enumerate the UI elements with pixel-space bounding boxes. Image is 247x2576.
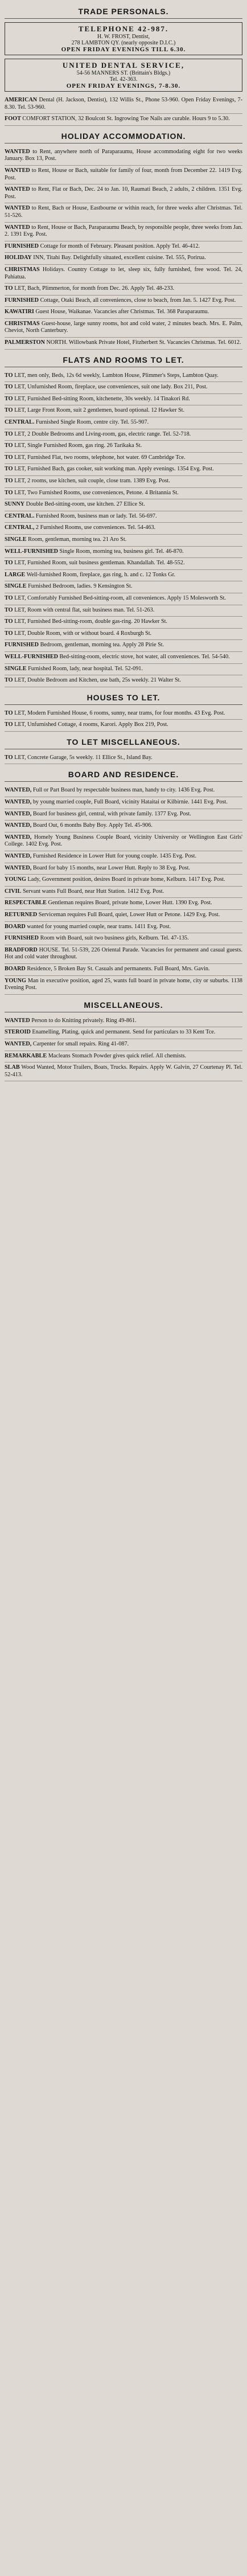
- ad-body: LET, 2 Double Bedrooms and Living-room, gas, electric range. Tel. 52-718.: [14, 430, 191, 437]
- classified-ad: [5, 476, 242, 488]
- classified-ad: [5, 523, 242, 535]
- classified-ad: [5, 797, 242, 809]
- ad-lead-word: TO: [5, 384, 13, 391]
- ad-lead-word: SUNNY: [5, 501, 25, 508]
- ad-lead-word: SLAB: [5, 1064, 20, 1071]
- ad-lead-word: WANTED,: [5, 864, 32, 871]
- ad-body: Lady, Government position, desires Board in private home, Kelburn. 1417 Evg. Post.: [27, 876, 225, 883]
- section: [5, 999, 242, 1082]
- classified-ad: [5, 753, 242, 765]
- ad-body: Carpenter for small repairs. Ring 41-087.: [32, 1040, 129, 1047]
- classified-ad: [5, 863, 242, 875]
- ad-body: Residence, 5 Broken Bay St. Casuals and permanents. Full Board, Mrs. Gavin.: [27, 965, 210, 972]
- ad-body: LET, Modern Furnished House, 6 rooms, sunny, near trams, for four months. 43 Evg. Post.: [14, 709, 225, 716]
- section: [5, 736, 242, 765]
- ad-lead-word: WANTED: [5, 1017, 30, 1024]
- ad-lead-word: WANTED,: [5, 810, 32, 817]
- classified-ad: [5, 488, 242, 500]
- ad-lead-word: PALMERSTON: [5, 339, 45, 346]
- classified-ad: [5, 184, 242, 203]
- ad-body: 2 Furnished Rooms, use conveniences. Tel. 54-463.: [35, 524, 156, 531]
- classified-ad: [5, 1039, 242, 1051]
- ad-lead-word: WANTED,: [5, 1040, 32, 1047]
- classified-ad: [5, 675, 242, 687]
- ad-body: LET, men only, Beds, 12s 6d weekly, Lambton House, Plimmer's Steps, Lambton Quay.: [14, 372, 219, 379]
- ad-lead-word: BOARD: [5, 965, 26, 972]
- classified-ad: [5, 933, 242, 945]
- classified-ad: [5, 851, 242, 863]
- ad-lead-word: TO: [5, 677, 13, 684]
- ad-body: Furnished Residence in Lower Hutt for young couple. 1435 Evg. Post.: [32, 853, 197, 860]
- classified-ad: [5, 640, 242, 652]
- classified-ad: [5, 296, 242, 307]
- ad-lead-word: TO: [5, 466, 13, 473]
- advertisement-line: OPEN FRIDAY EVENINGS TILL 6.30.: [61, 46, 186, 53]
- ad-body: LET, Double Bedroom and Kitchen, use bath, 25s weekly. 21 Walter St.: [14, 677, 182, 684]
- ad-body: LET, 2 rooms, use kitchen, suit couple, close tram. 1389 Evg. Post.: [14, 478, 170, 484]
- ad-body: to Rent, House or Bach, suitable for family of four, month from December 22. 1419 Evg. Post.: [5, 167, 243, 181]
- classified-ad: [5, 95, 242, 114]
- ad-lead-word: WANTED: [5, 186, 30, 193]
- ad-body: Bed-sitting-room, electric stove, hot water, all conveniences. Tel. 54-540.: [59, 653, 230, 660]
- ad-lead-word: FURNISHED: [5, 935, 39, 942]
- classified-ad: [5, 832, 242, 851]
- classified-ad: [5, 910, 242, 922]
- ad-body: Board for baby 15 months, near Lower Hutt. Reply to 38 Evg. Post.: [32, 864, 190, 871]
- classified-ad: [5, 147, 242, 166]
- ad-body: Furnished Bedroom, ladies. 9 Kensington St.: [28, 583, 133, 590]
- ad-body: Room with Board, suit two business girls, Kelburn. Tel. 47-135.: [40, 935, 189, 942]
- ad-lead-word: YOUNG: [5, 876, 26, 883]
- ad-body: LET, Furnished Bach, gas cooker, suit working man. Apply evenings. 1354 Evg. Post.: [14, 466, 214, 473]
- ad-lead-word: WANTED,: [5, 787, 32, 794]
- ad-body: Bedroom, gentleman, morning tea. Apply 28 Pirie St.: [40, 642, 164, 649]
- ad-lead-word: TO: [5, 454, 13, 461]
- ad-body: Homely Young Business Couple Board, vicinity University or Wellington East Girls' College. 1402 Evg. Post.: [5, 834, 242, 848]
- classified-page: [5, 0, 242, 1081]
- ad-lead-word: TO: [5, 594, 13, 601]
- classified-ad: [5, 664, 242, 676]
- classified-ad: [5, 875, 242, 887]
- ad-lead-word: WANTED,: [5, 822, 32, 829]
- advertisement-line: OPEN FRIDAY EVENINGS, 7-8.30.: [66, 83, 181, 89]
- ad-lead-word: TO: [5, 721, 13, 728]
- ad-body: HOUSE. Tel. 51-539, 226 Oriental Parade. Vacancies for permanent and casual guests. Hot and cold water throughout.: [5, 946, 243, 961]
- ad-body: Double Bed-sitting-room, use kitchen. 27 Ellice St.: [26, 501, 145, 508]
- ad-body: to Rent, House or Bach, Paraparaumu Beach, by responsible people, three weeks from Jan. 2. 1391 Evg. Post.: [5, 224, 242, 238]
- ad-lead-word: WANTED: [5, 148, 30, 155]
- advertisement-line: 278 LAMBTON QY. (nearly opposite D.I.C.): [71, 40, 176, 46]
- section-heading: TRADE PERSONALS.: [5, 6, 242, 19]
- ad-body: INN, Titahi Bay. Delightfully situated, excellent cuisine. Tel. 555, Porirua.: [33, 255, 206, 261]
- advertisement-line: H. W. FROST, Dentist,: [97, 34, 150, 40]
- ad-lead-word: HOLIDAY: [5, 255, 32, 261]
- ad-body: Dental (H. Jackson, Dentist), 132 Willis St., Phone 53-960. Open Friday Evenings, 7-8.30. Tel. 53-960.: [5, 97, 243, 110]
- classified-ad: [5, 652, 242, 664]
- ad-lead-word: FOOT: [5, 116, 21, 122]
- classified-ad: [5, 708, 242, 720]
- advertisement-line: Tel. 42-363.: [109, 76, 138, 83]
- ad-lead-word: WANTED,: [5, 799, 32, 806]
- classified-ad: [5, 338, 242, 350]
- ad-lead-word: TO: [5, 442, 13, 449]
- classified-ad: [5, 629, 242, 641]
- classified-ad: [5, 223, 242, 241]
- classified-ad: [5, 394, 242, 406]
- classified-ad: [5, 382, 242, 394]
- ad-body: Board for business girl, central, with private family. 1377 Evg. Post.: [32, 810, 191, 817]
- ad-lead-word: CENTRAL.: [5, 512, 35, 519]
- ad-lead-word: WANTED,: [5, 853, 32, 860]
- ad-body: Wood Wanted, Motor Trailers, Boats, Trucks. Repairs. Apply W. Galvin, 27 Courtenay Pl. Tel. 52-413.: [5, 1064, 242, 1078]
- ad-body: Holidays. Country Cottage to let, sleep six, fully furnished, free wood. Tel. 24, Pahiatua.: [5, 266, 242, 280]
- ad-body: LET, Unfurnished Cottage, 4 rooms, Karori. Apply Box 219, Post.: [14, 721, 168, 728]
- classified-ad: [5, 371, 242, 383]
- ad-body: LET, Furnished Room, suit business gentleman. Khandallah. Tel. 48-552.: [14, 560, 185, 567]
- ad-lead-word: RETURNED: [5, 912, 38, 918]
- ad-body: Gentleman requires Board, private home, Lower Hutt. 1390 Evg. Post.: [48, 900, 212, 906]
- ad-body: Cottage for month of February. Pleasant position. Apply Tel. 46-412.: [40, 243, 200, 249]
- classified-ad: [5, 593, 242, 605]
- ad-body: LET, Bach, Plimmerton, for month from Dec. 26. Apply Tel. 48-233.: [14, 285, 175, 292]
- classified-ad: [5, 581, 242, 593]
- ad-body: Room, gentleman, morning tea. 21 Aro St.: [28, 536, 127, 543]
- classified-ad: [5, 898, 242, 910]
- ad-body: Servant wants Full Board, near Hutt Station. 1412 Evg. Post.: [23, 888, 164, 895]
- ad-body: Guest-house, large sunny rooms, hot and cold water, 2 minutes beach. Mrs. E. Palm, Cheviot, North Canterbury.: [5, 320, 242, 334]
- classified-ad: [5, 1016, 242, 1028]
- classified-ad: [5, 166, 242, 184]
- ad-body: wanted for young married couple, near trams. 1411 Evg. Post.: [27, 923, 171, 930]
- ad-lead-word: REMARKABLE: [5, 1052, 47, 1059]
- classified-ad: [5, 499, 242, 511]
- ad-body: LET, Double Room, with or without board. 4 Roxburgh St.: [14, 630, 152, 637]
- ad-body: Person to do Knitting privately. Ring 49-861.: [31, 1017, 137, 1024]
- section: [5, 130, 242, 350]
- ad-lead-word: WELL-FURNISHED: [5, 548, 58, 555]
- ad-lead-word: TO: [5, 372, 13, 379]
- classified-ad: [5, 417, 242, 429]
- classified-ad: [5, 1027, 242, 1039]
- ad-lead-word: SINGLE: [5, 665, 27, 672]
- classified-ad: [5, 535, 242, 547]
- ad-body: Cottage, Otaki Beach, all conveniences, close to beach, from Jan. 5. 1427 Evg. Post.: [40, 297, 236, 303]
- classified-ad: [5, 964, 242, 976]
- ad-body: LET, Two Furnished Rooms, use conveniences, Petone. 4 Britannia St.: [14, 489, 179, 496]
- classified-ad: [5, 570, 242, 582]
- ad-body: to Rent, anywhere north of Paraparaumu, House accommodating eight for two weeks January. Box 13, Post.: [5, 148, 242, 162]
- ad-lead-word: TO: [5, 407, 13, 414]
- classified-ad: [5, 547, 242, 559]
- classified-ad: [5, 307, 242, 319]
- ad-lead-word: TO: [5, 285, 13, 292]
- advertisement-line: 54-56 MANNERS ST. (Brittain's Bldgs.): [76, 70, 171, 76]
- ad-lead-word: CHRISTMAS: [5, 320, 40, 327]
- ad-lead-word: SINGLE: [5, 536, 27, 543]
- ad-lead-word: LARGE: [5, 571, 26, 578]
- classified-ad: [5, 976, 242, 995]
- ad-body: by young married couple, Full Board, vicinity Hataitai or Kilbirnie. 1441 Evg. Post.: [32, 799, 228, 806]
- ad-body: to Rent, Flat or Bach, Dec. 24 to Jan. 10, Raumati Beach, 2 adults, 2 children. 1351 Evg. Post.: [5, 186, 243, 200]
- ad-lead-word: KAWATIRI: [5, 309, 34, 315]
- ad-lead-word: CENTRAL,: [5, 524, 35, 531]
- ad-lead-word: TO: [5, 430, 13, 437]
- classified-ad: [5, 922, 242, 934]
- ad-body: LET, Unfurnished Room, fireplace, use conveniences, suit one lady. Box 211, Post.: [14, 384, 208, 391]
- ad-body: LET, Furnished Flat, two rooms, telephone, hot water. 69 Cambridge Tce.: [14, 454, 186, 461]
- section-heading: HOUSES TO LET.: [5, 692, 242, 705]
- ad-lead-word: RESPECTABLE: [5, 900, 47, 906]
- ad-body: Enamelling, Plating, quick and permanent. Send for particulars to 33 Kent Tce.: [32, 1029, 216, 1036]
- classified-ad: [5, 429, 242, 441]
- section: [5, 769, 242, 994]
- ad-lead-word: WANTED: [5, 167, 30, 174]
- section: [5, 692, 242, 732]
- ad-body: Macleans Stomach Powder gives quick relief. All chemists.: [48, 1052, 187, 1059]
- ad-lead-word: TO: [5, 618, 13, 625]
- ad-lead-word: STEROID: [5, 1029, 31, 1036]
- section-heading: TO LET MISCELLANEOUS.: [5, 736, 242, 749]
- classified-ad: [5, 405, 242, 417]
- section: [5, 6, 242, 126]
- ad-lead-word: TO: [5, 754, 13, 761]
- ad-lead-word: WELL-FURNISHED: [5, 653, 58, 660]
- ad-lead-word: TO: [5, 709, 13, 716]
- ad-lead-word: CENTRAL.: [5, 419, 35, 426]
- ad-body: to Rent, Bach or House, Eastbourne or within reach, for three weeks after Christmas. Tel. 51-526.: [5, 205, 242, 219]
- ad-body: Man in executive position, aged 25, wants full board in private home, city or suburbs. 1138 Evening Post.: [5, 977, 242, 991]
- section-heading: HOLIDAY ACCOMMODATION.: [5, 130, 242, 143]
- classified-ad: [5, 253, 242, 265]
- ad-body: Guest House, Waikanae. Vacancies after Christmas. Tel. 368 Paraparaumu.: [35, 309, 209, 315]
- ad-lead-word: TO: [5, 630, 13, 637]
- classified-ad: [5, 511, 242, 523]
- classified-ad: [5, 441, 242, 453]
- ad-lead-word: YOUNG: [5, 977, 26, 984]
- classified-ad: [5, 821, 242, 832]
- section: [5, 354, 242, 687]
- ad-lead-word: WANTED: [5, 224, 30, 231]
- ad-lead-word: TO: [5, 606, 13, 613]
- ad-body: Well-furnished Room, fireplace, gas ring, h. and c. 12 Tonks Gr.: [26, 571, 176, 578]
- advertisement-line: TELEPHONE 42-987.: [78, 24, 169, 33]
- ad-body: LET, Room with central flat, suit business man. Tel. 51-263.: [14, 606, 155, 613]
- classified-ad: [5, 265, 242, 284]
- classified-ad: [5, 319, 242, 338]
- ad-lead-word: CIVIL: [5, 888, 22, 895]
- section-heading: FLATS AND ROOMS TO LET.: [5, 354, 242, 367]
- section-heading: MISCELLANEOUS.: [5, 999, 242, 1012]
- ad-lead-word: FURNISHED: [5, 243, 39, 249]
- advertisement-line: UNITED DENTAL SERVICE,: [62, 61, 185, 69]
- ad-body: Board Out, 6 months Baby Boy. Apply Tel. 45-906.: [32, 822, 153, 829]
- ad-body: Furnished Room, lady, near hospital. Tel. 52-091.: [28, 665, 143, 672]
- classified-ad: [5, 617, 242, 629]
- classified-ad: [5, 453, 242, 465]
- display-advertisement: [5, 22, 242, 55]
- classified-ad: [5, 464, 242, 476]
- ad-lead-word: TO: [5, 395, 13, 402]
- ad-lead-word: WANTED,: [5, 834, 32, 840]
- ad-lead-word: BOARD: [5, 923, 26, 930]
- ad-body: LET, Comfortably Furnished Bed-sitting-room, all conveniences. Apply 15 Molesworth St.: [14, 594, 226, 601]
- ad-body: LET, Single Furnished Room, gas ring. 26 Tarikaka St.: [14, 442, 142, 449]
- ad-lead-word: FURNISHED: [5, 642, 39, 649]
- ad-lead-word: WANTED: [5, 205, 30, 212]
- classified-ad: [5, 945, 242, 964]
- ad-body: LET, Concrete Garage, 5s weekly. 11 Ellice St., Island Bay.: [14, 754, 153, 761]
- ad-lead-word: AMERICAN: [5, 97, 38, 103]
- classified-ad: [5, 241, 242, 253]
- classified-ad: [5, 605, 242, 617]
- ad-lead-word: BRADFORD: [5, 946, 38, 953]
- classified-ad: [5, 887, 242, 899]
- ad-body: NORTH. Willowbank Private Hotel, Fitzherbert St. Vacancies Christmas. Tel. 6012.: [46, 339, 241, 346]
- ad-body: LET, Large Front Room, suit 2 gentlemen, board optional. 12 Hawker St.: [14, 407, 185, 414]
- ad-lead-word: TO: [5, 560, 13, 567]
- classified-ad: [5, 785, 242, 797]
- classified-ad: [5, 1063, 242, 1081]
- classified-ad: [5, 203, 242, 222]
- ad-lead-word: TO: [5, 489, 13, 496]
- classified-ad: [5, 809, 242, 821]
- classified-ad: [5, 284, 242, 296]
- ad-body: COMFORT STATION, 32 Boulcott St. Ingrowing Toe Nails are curable. Hours 9 to 5.30.: [22, 116, 230, 122]
- ad-body: Furnished Single Room, centre city. Tel. 55-907.: [35, 419, 149, 426]
- classified-ad: [5, 1051, 242, 1063]
- ad-lead-word: CHRISTMAS: [5, 266, 40, 273]
- classified-ad: [5, 558, 242, 570]
- ad-body: Serviceman requires Full Board, quiet, Lower Hutt or Petone. 1429 Evg. Post.: [38, 912, 220, 918]
- ad-lead-word: SINGLE: [5, 583, 27, 590]
- display-advertisement: [5, 59, 242, 92]
- ad-body: Single Room, morning tea, business girl. Tel. 46-870.: [59, 548, 184, 555]
- classified-ad: [5, 114, 242, 126]
- ad-body: Full or Part Board by respectable business man, handy to city. 1436 Evg. Post.: [32, 787, 215, 794]
- ad-body: LET, Furnished Bed-sitting Room, kitchenette, 30s weekly. 14 Tinakori Rd.: [14, 395, 190, 402]
- classified-ad: [5, 720, 242, 732]
- section-heading: BOARD AND RESIDENCE.: [5, 769, 242, 782]
- ad-lead-word: FURNISHED: [5, 297, 39, 303]
- ad-body: Furnished Room, business man or lady. Tel. 56-697.: [35, 512, 157, 519]
- ad-body: LET, Furnished Bed-sitting-room, double gas-ring. 20 Hawker St.: [14, 618, 167, 625]
- ad-lead-word: TO: [5, 478, 13, 484]
